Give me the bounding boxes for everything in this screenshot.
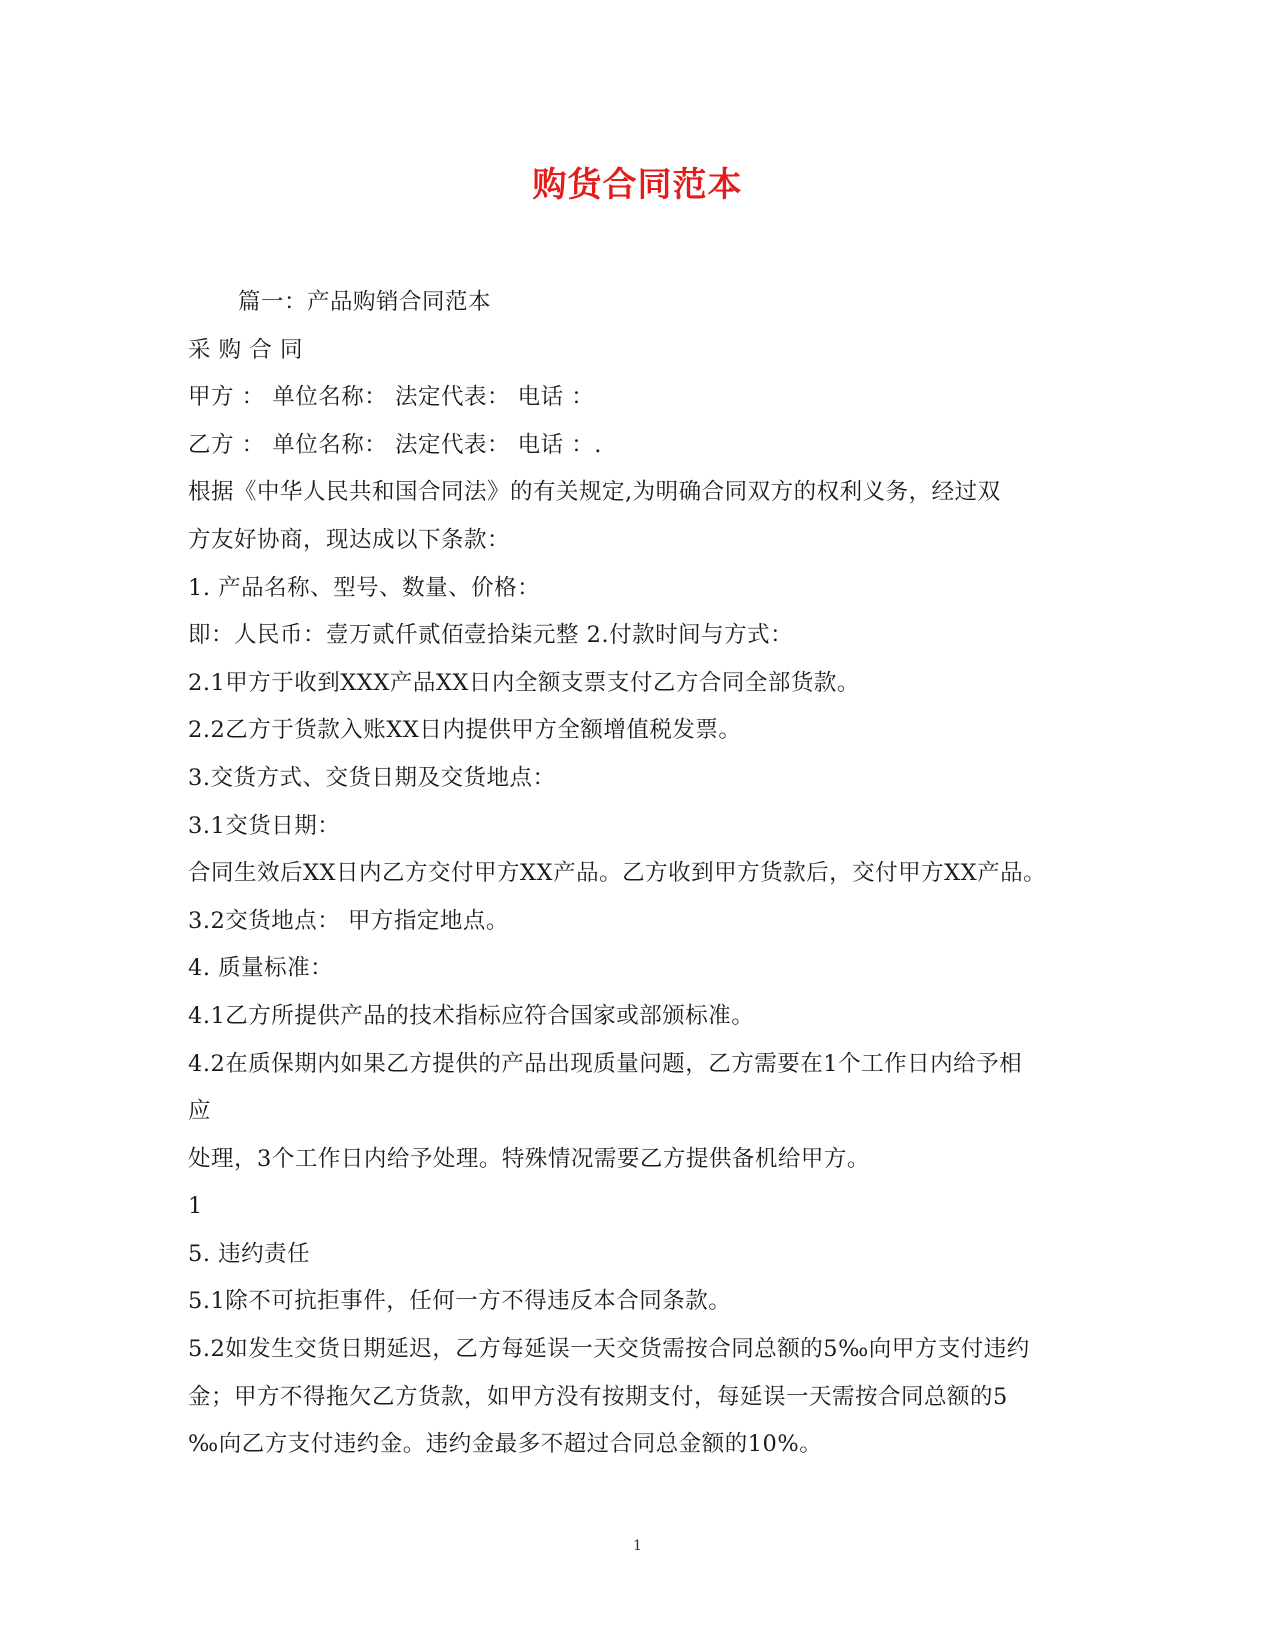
clause-heading: 3.交货方式、交货日期及交货地点： <box>188 764 556 791</box>
page-number: 1 <box>633 1538 642 1554</box>
paragraph-line: 处理，3个工作日内给予处理。特殊情况需要乙方提供备机给甲方。 <box>188 1145 870 1172</box>
clause-heading: 5. 违约责任 <box>188 1240 311 1267</box>
paragraph-line: 方友好协商，现达成以下条款： <box>188 526 511 553</box>
paragraph-line: ‰向乙方支付违约金。违约金最多不超过合同总金额的10%。 <box>188 1431 823 1458</box>
section-heading: 篇一：产品购销合同范本 <box>238 289 492 315</box>
paragraph-line: 根据《中华人民共和国合同法》的有关规定,为明确合同双方的权利义务，经过双 <box>188 479 1001 506</box>
paragraph-line: 金；甲方不得拖欠乙方货款，如甲方没有按期支付，每延误一天需按合同总额的5 <box>188 1383 1008 1410</box>
clause-heading: 4. 质量标准： <box>188 955 334 982</box>
document-body <box>188 279 1088 1469</box>
document-title: 购货合同范本 <box>532 165 743 205</box>
paragraph-line: 5.2如发生交货日期延迟，乙方每延误一天交货需按合同总额的5‰向甲方支付违约 <box>188 1336 1030 1363</box>
paragraph-line: 3.2交货地点： 甲方指定地点。 <box>188 907 509 934</box>
party-a-line: 甲方 ： 单位名称： 法定代表： 电话 ： <box>188 384 595 411</box>
inline-number: 1 <box>188 1193 203 1220</box>
paragraph-line: 2.2乙方于货款入账XX日内提供甲方全额增值税发票。 <box>188 717 742 744</box>
paragraph-line: 合同生效后XX日内乙方交付甲方XX产品。乙方收到甲方货款后，交付甲方XX产品。 <box>188 860 1047 887</box>
party-b-line: 乙方 ： 单位名称： 法定代表： 电话 ：. <box>188 431 602 458</box>
clause-heading: 1. 产品名称、型号、数量、价格： <box>188 574 541 601</box>
paragraph-line: 5.1除不可抗拒事件，任何一方不得违反本合同条款。 <box>188 1288 732 1315</box>
paragraph-line: 4.2在质保期内如果乙方提供的产品出现质量问题，乙方需要在1个工作日内给予相 <box>188 1050 1023 1077</box>
paragraph-line: 即：人民币：壹万贰仟贰佰壹拾柒元整 2.付款时间与方式： <box>188 622 794 649</box>
paragraph-line: 4.1乙方所提供产品的技术指标应符合国家或部颁标准。 <box>188 1002 755 1029</box>
paragraph-line: 应 <box>188 1098 212 1125</box>
paragraph-line: 2.1甲方于收到XXX产品XX日内全额支票支付乙方合同全部货款。 <box>188 669 860 696</box>
paragraph-line: 3.1交货日期： <box>188 812 341 839</box>
contract-heading: 采 购 合 同 <box>188 336 303 363</box>
